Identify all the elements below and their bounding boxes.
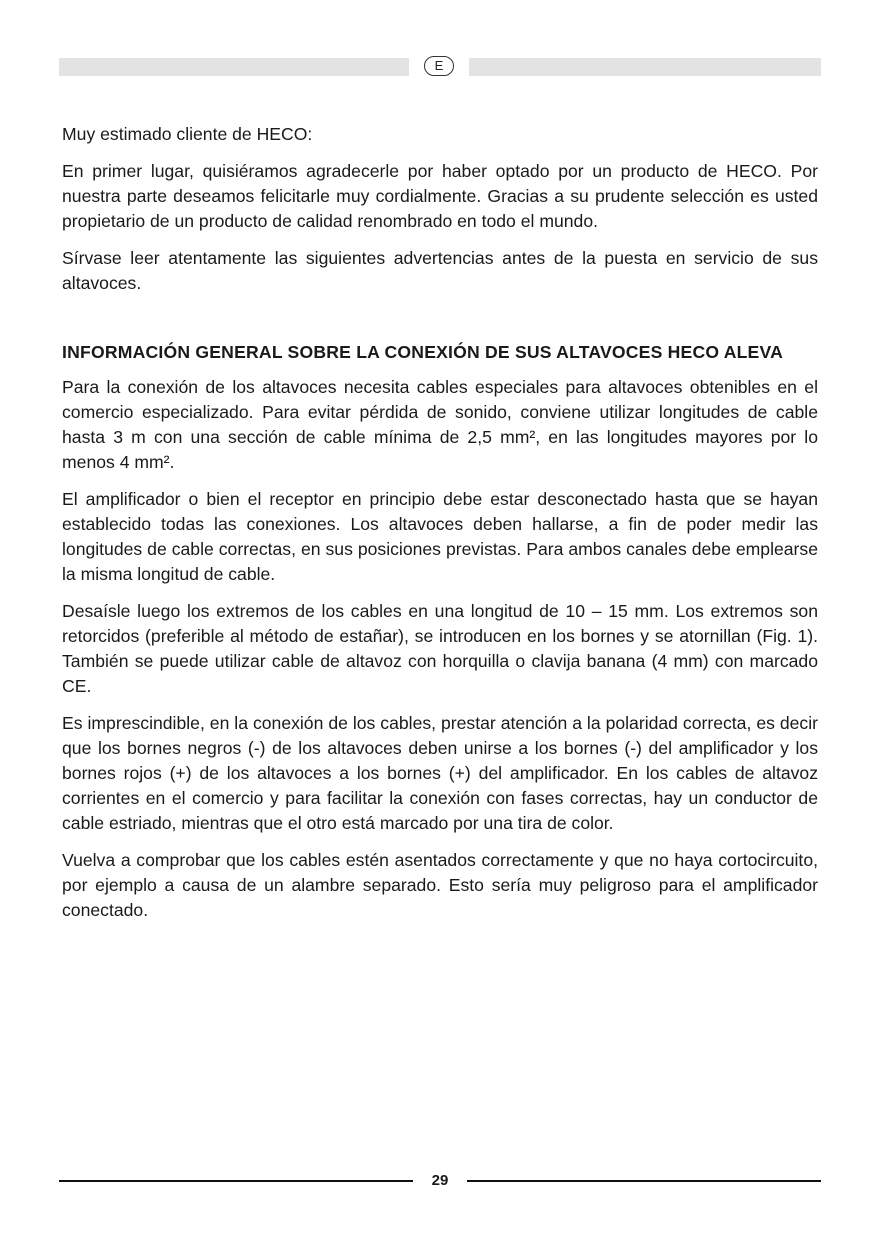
section-paragraph: Vuelva a comprobar que los cables estén asentados correctamente y que no haya cortocircuito, por ejemplo a causa de un alambre separado. Esto sería muy peligroso para el amplificador conectado. [62, 850, 818, 920]
greeting: Muy estimado cliente de HECO: [62, 124, 313, 144]
intro-paragraph: Sírvase leer atentamente las siguientes advertencias antes de la puesta en servicio de sus altavoces. [62, 248, 818, 293]
page-content [62, 122, 818, 935]
section-heading: INFORMACIÓN GENERAL SOBRE LA CONEXIÓN DE SUS ALTAVOCES HECO ALEVA [62, 342, 784, 362]
language-badge: E [424, 56, 454, 76]
section-paragraph: El amplificador o bien el receptor en principio debe estar desconectado hasta que se hayan establecido todas las conexiones. Los altavoces deben hallarse, a fin de poder medir las longitudes de cable correctas, en sus posiciones previstas. Para ambos canales debe emplearse la misma longitud de cable. [62, 489, 818, 584]
footer-rule-right [467, 1180, 821, 1182]
header-bar-left [59, 58, 409, 76]
intro-paragraph: En primer lugar, quisiéramos agradecerle por haber optado por un producto de HECO. Por nuestra parte deseamos felicitarle muy cordialmente. Gracias a su prudente selección es usted propietario de un producto de calidad renombrado en todo el mundo. [62, 161, 818, 231]
section-paragraph: Es imprescindible, en la conexión de los cables, prestar atención a la polaridad correcta, es decir que los bornes negros (-) de los altavoces deben unirse a los bornes (-) del amplificador y los bornes rojos (+) de los altavoces a los bornes (+) del amplificador. En los cables de altavoz corrientes en el comercio y para facilitar la conexión con fases correctas, hay un conductor de cable estriado, mientras que el otro está marcado por una tira de color. [62, 713, 818, 833]
section-paragraph: Para la conexión de los altavoces necesita cables especiales para altavoces obtenibles en el comercio especializado. Para evitar pérdida de sonido, conviene utilizar longitudes de cable hasta 3 m con una sección de cable mínima de 2,5 mm², en las longitudes mayores por lo menos 4 mm². [62, 377, 818, 472]
header-bar-right [469, 58, 821, 76]
page-number: 29 [431, 1172, 449, 1189]
footer-rule-left [59, 1180, 413, 1182]
section-paragraph: Desaísle luego los extremos de los cables en una longitud de 10 – 15 mm. Los extremos son retorcidos (preferible al método de estañar), se introducen en los bornes y se atornillan (Fig. 1). También se puede utilizar cable de altavoz con horquilla o clavija banana (4 mm) con marcado CE. [62, 601, 818, 696]
